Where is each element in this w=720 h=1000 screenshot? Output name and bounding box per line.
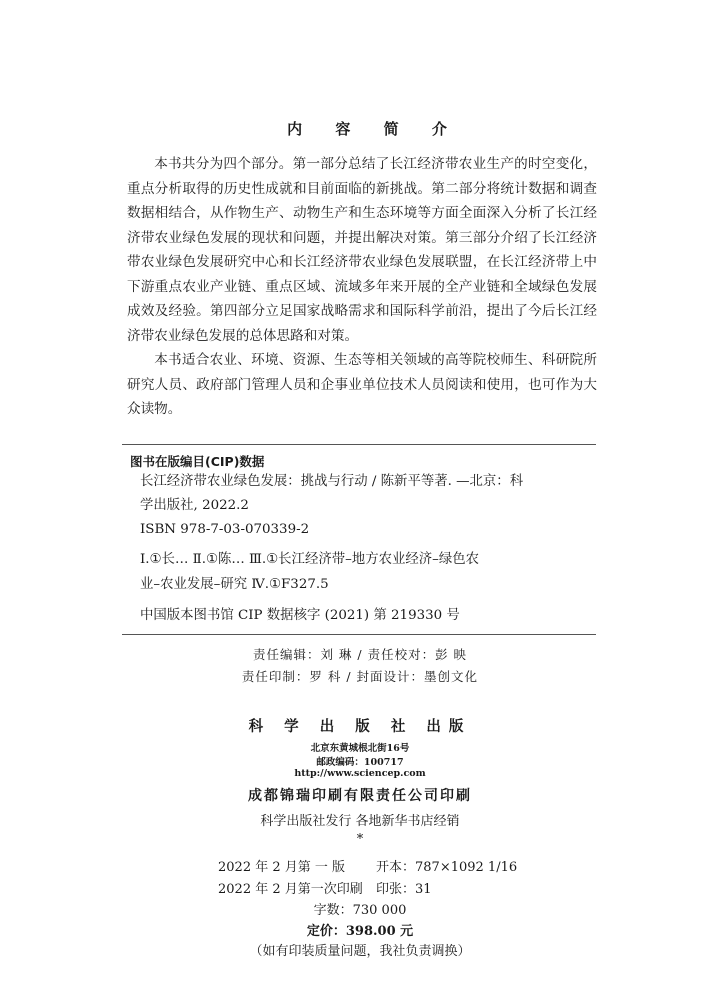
summary-paragraph-2: 本书适合农业、环境、资源、生态等相关领域的高等院校师生、科研院所研究人员、政府部门管理人员和企事业单位技术人员阅读和使用，也可作为大众读物。 bbox=[127, 352, 597, 417]
publisher-name: 科 学 出 版 社 出版 bbox=[248, 718, 472, 735]
cip-heading: 图书在版编目(CIP)数据 bbox=[130, 454, 265, 469]
cip-title-line: 长江经济带农业绿色发展：挑战与行动 / 陈新平等著. —北京：科 bbox=[140, 474, 524, 489]
cip-classification-2: 业–农业发展–研究 Ⅳ.①F327.5 bbox=[140, 577, 329, 592]
price: 定价：398.00 元 bbox=[306, 924, 414, 939]
word-count: 字数：730 000 bbox=[313, 903, 407, 918]
printer-line: 成都锦瑞印刷有限责任公司印刷 bbox=[248, 788, 472, 804]
distribution-line: 科学出版社发行 各地新华书店经销 bbox=[260, 814, 460, 829]
cip-publish-line: 学出版社, 2022.2 bbox=[140, 498, 249, 513]
edition-info: 2022 年 2 月第 一 版 bbox=[218, 860, 346, 875]
quality-notice: （如有印装质量问题，我社负责调换） bbox=[249, 944, 471, 959]
editor-credits: 责任编辑：刘 琳 / 责任校对：彭 映 bbox=[252, 647, 468, 662]
summary-section bbox=[127, 152, 597, 422]
printing-info: 2022 年 2 月第一次印刷 bbox=[218, 882, 363, 897]
separator-star: * bbox=[356, 832, 364, 847]
sheets-info: 印张：31 bbox=[376, 882, 432, 897]
summary-paragraph-1: 本书共分为四个部分。第一部分总结了长江经济带农业生产的时空变化，重点分析取得的历史性成就和目前面临的新挑战。第二部分将统计数据和调查数据相结合，从作物生产、动物生产和生态环境等方面全面深入分析了长江经济带农业绿色发展的现状和问题，并提出解决对策。第三部分介绍了长江经济带农业绿色发展研究中心和长江经济带农业绿色发展联盟，在长江经济带上中下游重点农业产业链、重点区域、流域多年来开展的全产业链和全域绿色发展成效及经验。第四部分立足国家战略需求和国际科学前沿，提出了今后长江经济带农业绿色发展的总体思路和对策。 bbox=[127, 156, 597, 344]
publisher-postcode: 邮政编码：100717 bbox=[316, 757, 404, 768]
divider-top bbox=[122, 444, 596, 445]
format-info: 开本：787×1092 1/16 bbox=[376, 860, 518, 875]
cip-isbn: ISBN 978-7-03-070339-2 bbox=[140, 522, 310, 537]
publisher-address: 北京东黄城根北街16号 bbox=[310, 743, 410, 754]
publisher-url: http://www.sciencep.com bbox=[294, 768, 426, 779]
production-credits: 责任印制：罗 科 / 封面设计：墨创文化 bbox=[241, 669, 479, 684]
cip-record-number: 中国版本图书馆 CIP 数据核字 (2021) 第 219330 号 bbox=[140, 608, 460, 623]
cip-classification-1: Ⅰ.①长… Ⅱ.①陈… Ⅲ.①长江经济带–地方农业经济–绿色农 bbox=[140, 552, 480, 567]
page-title: 内 容 简 介 bbox=[287, 120, 461, 138]
divider-bottom bbox=[122, 634, 596, 635]
